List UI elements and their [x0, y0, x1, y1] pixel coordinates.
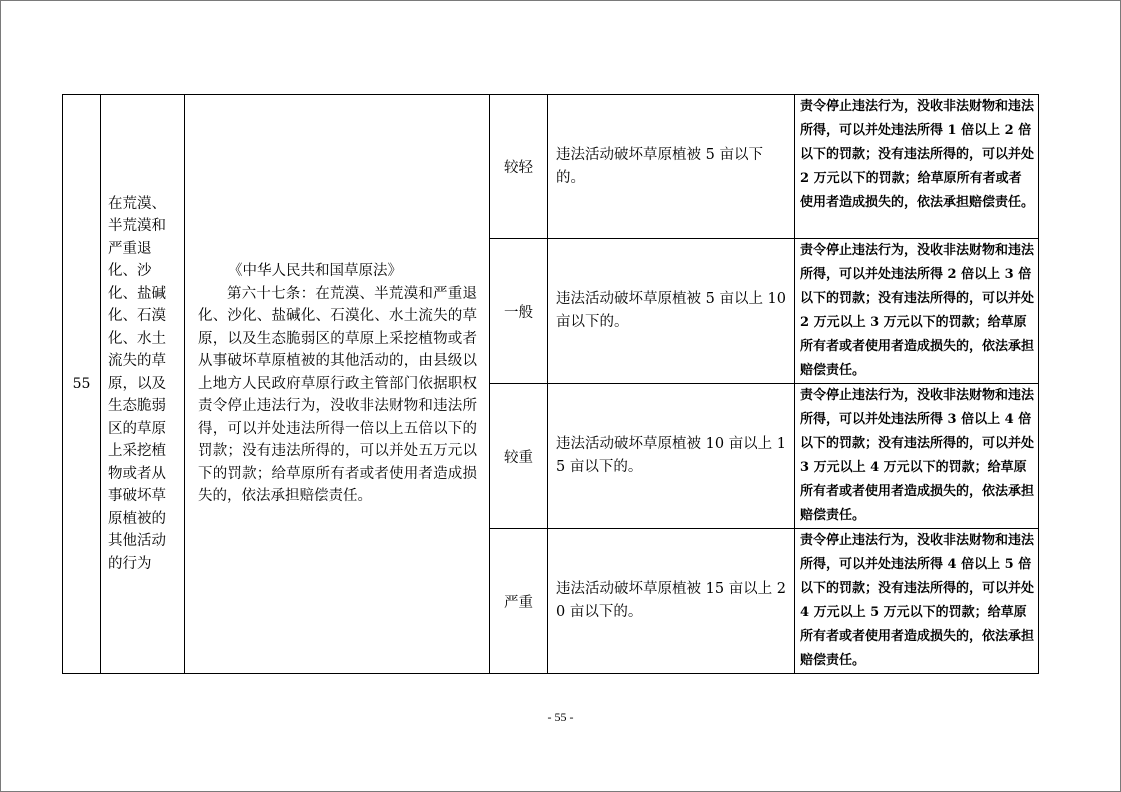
violation-condition: 违法活动破坏草原植被 15 亩以上 20 亩以下的。 — [548, 529, 795, 674]
penalty-standard: 责令停止违法行为，没收非法财物和违法所得，可以并处违法所得 3 倍以上 4 倍以下的罚款；没有违法所得的，可以并处 3 万元以上 4 万元以下的罚款；给草原所有者或者使用者造成损失的，依法承担赔偿责任。 — [795, 384, 1039, 529]
law-title: 《中华人民共和国草原法》 — [228, 263, 402, 280]
violation-condition: 违法活动破坏草原植被 10 亩以上 15 亩以下的。 — [548, 384, 795, 529]
violation-condition: 违法活动破坏草原植被 5 亩以下的。 — [548, 95, 795, 239]
severity-level: 较重 — [490, 384, 548, 529]
table-row — [63, 95, 1039, 239]
penalty-standard: 责令停止违法行为，没收非法财物和违法所得，可以并处违法所得 2 倍以上 3 倍以下的罚款；没有违法所得的，可以并处 2 万元以上 3 万元以下的罚款；给草原所有者或者使用者造成损失的，依法承担赔偿责任。 — [795, 239, 1039, 384]
penalty-standard: 责令停止违法行为，没收非法财物和违法所得，可以并处违法所得 4 倍以上 5 倍以下的罚款；没有违法所得的，可以并处 4 万元以上 5 万元以下的罚款；给草原所有者或者使用者造成损失的，依法承担赔偿责任。 — [795, 529, 1039, 674]
legal-basis-cell — [185, 95, 490, 674]
severity-level: 较轻 — [490, 95, 548, 239]
severity-level: 严重 — [490, 529, 548, 674]
violation-condition: 违法活动破坏草原植被 5 亩以上 10 亩以下的。 — [548, 239, 795, 384]
penalty-standard: 责令停止违法行为，没收非法财物和违法所得，可以并处违法所得 1 倍以上 2 倍以下的罚款；没有违法所得的，可以并处 2 万元以下的罚款；给草原所有者或者使用者造成损失的，依法承担赔偿责任。 — [795, 95, 1039, 239]
severity-level: 一般 — [490, 239, 548, 384]
item-number: 55 — [63, 95, 101, 674]
page-number: - 55 - — [547, 710, 574, 724]
penalty-standard-table — [62, 94, 1039, 674]
illegal-behavior-cell: 在荒漠、半荒漠和严重退化、沙化、盐碱化、石漠化、水土流失的草原，以及生态脆弱区的草原上采挖植物或者从事破坏草原植被的其他活动的行为 — [101, 95, 185, 674]
law-article-text: 第六十七条：在荒漠、半荒漠和严重退化、沙化、盐碱化、石漠化、水土流失的草原，以及生态脆弱区的草原上采挖植物或者从事破坏草原植被的其他活动的，由县级以上地方人民政府草原行政主管部门依据职权责令停止违法行为，没收非法财物和违法所得，可以并处违法所得一倍以上五倍以下的罚款；没有违法所得的，可以并处五万元以下的罚款；给草原所有者或者使用者造成损失的，依法承担赔偿责任。 — [198, 285, 477, 505]
